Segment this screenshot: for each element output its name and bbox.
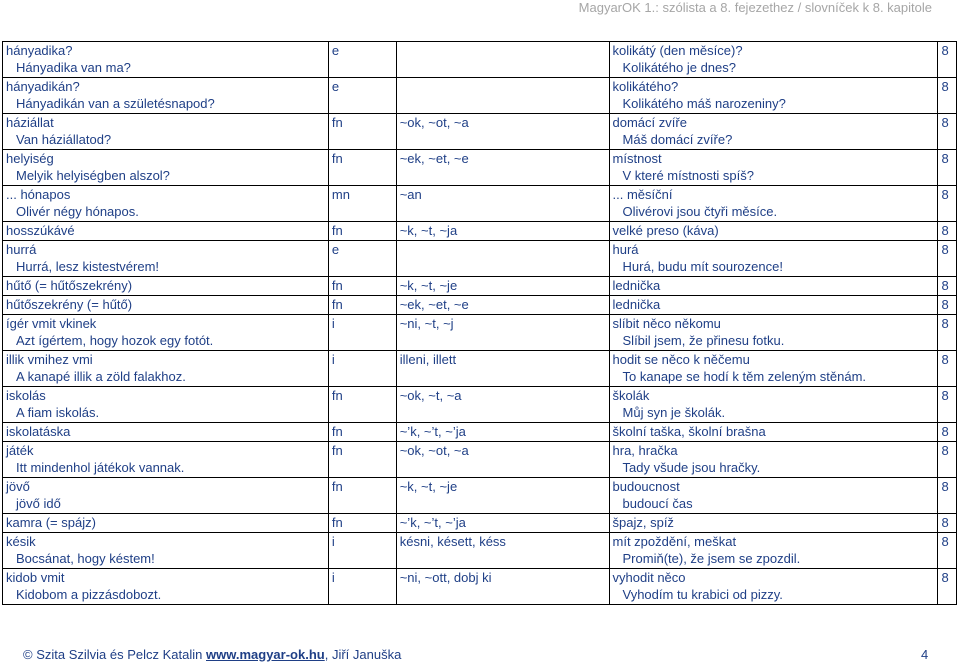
chapter-cell xyxy=(938,351,957,387)
hungarian-example: Bocsánat, hogy késtem! xyxy=(16,550,155,566)
table-row xyxy=(3,351,957,387)
czech-word: hurá xyxy=(612,242,639,257)
hungarian-cell xyxy=(3,241,329,277)
word-class-cell xyxy=(328,387,396,423)
word-class-cell xyxy=(328,478,396,514)
hungarian-word: helyiség xyxy=(6,151,54,166)
suffix-cell xyxy=(396,241,609,277)
chapter-cell xyxy=(938,442,957,478)
czech-word: kolikátý (den měsíce)? xyxy=(612,43,743,58)
czech-word: špajz, spíž xyxy=(612,515,674,530)
hungarian-example: Hurrá, lesz kistestvérem! xyxy=(16,258,160,274)
hungarian-cell xyxy=(3,150,329,186)
chapter-cell xyxy=(938,533,957,569)
word-class-cell xyxy=(328,114,396,150)
document-header: MagyarOK 1.: szólista a 8. fejezethez / slovníček k 8. kapitole xyxy=(578,0,932,15)
hungarian-example: Azt ígértem, hogy hozok egy fotót. xyxy=(16,332,214,348)
suffix-forms: ~’k, ~’t, ~’ja xyxy=(399,515,466,530)
chapter-number: 8 xyxy=(941,151,949,166)
hungarian-cell xyxy=(3,78,329,114)
czech-example: Slíbil jsem, že přinesu fotku. xyxy=(622,332,785,348)
table-row xyxy=(3,114,957,150)
hungarian-cell xyxy=(3,569,329,605)
word-class-cell xyxy=(328,351,396,387)
table-row xyxy=(3,478,957,514)
hungarian-word: kamra (= spájz) xyxy=(6,515,96,530)
suffix-cell xyxy=(396,114,609,150)
chapter-number: 8 xyxy=(941,316,949,331)
chapter-number: 8 xyxy=(941,534,949,549)
table-row xyxy=(3,387,957,423)
word-class-cell xyxy=(328,241,396,277)
czech-cell xyxy=(609,387,938,423)
word-class-cell xyxy=(328,277,396,296)
word-class: fn xyxy=(331,515,343,530)
word-class-cell xyxy=(328,442,396,478)
czech-example: Olivérovi jsou čtyři měsíce. xyxy=(622,203,778,219)
hungarian-word: késik xyxy=(6,534,36,549)
czech-cell xyxy=(609,351,938,387)
czech-example: Máš domácí zvíře? xyxy=(622,131,733,147)
czech-word: hra, hračka xyxy=(612,443,678,458)
czech-cell xyxy=(609,296,938,315)
czech-word: školní taška, školní brašna xyxy=(612,424,766,439)
hungarian-cell xyxy=(3,277,329,296)
czech-word: lednička xyxy=(612,278,661,293)
czech-cell xyxy=(609,514,938,533)
hungarian-cell xyxy=(3,387,329,423)
czech-example: V které místnosti spíš? xyxy=(622,167,755,183)
czech-word: mít zpoždění, meškat xyxy=(612,534,737,549)
chapter-cell xyxy=(938,478,957,514)
word-class: fn xyxy=(331,151,343,166)
suffix-forms: ~k, ~t, ~je xyxy=(399,479,458,494)
hungarian-cell xyxy=(3,478,329,514)
suffix-forms: ~ok, ~t, ~a xyxy=(399,388,462,403)
chapter-cell xyxy=(938,277,957,296)
suffix-forms: ~ek, ~et, ~e xyxy=(399,297,469,312)
hungarian-cell xyxy=(3,186,329,222)
hungarian-word: jövő xyxy=(6,479,30,494)
suffix-forms: ~k, ~t, ~ja xyxy=(399,223,458,238)
chapter-number: 8 xyxy=(941,79,949,94)
czech-example: Promiň(te), že jsem se zpozdil. xyxy=(622,550,801,566)
word-class: fn xyxy=(331,479,343,494)
chapter-cell xyxy=(938,569,957,605)
table-row xyxy=(3,222,957,241)
hungarian-example: Olivér négy hónapos. xyxy=(16,203,139,219)
czech-example: budoucí čas xyxy=(622,495,693,511)
czech-cell xyxy=(609,241,938,277)
chapter-cell xyxy=(938,315,957,351)
suffix-forms: ~an xyxy=(399,187,422,202)
chapter-number: 8 xyxy=(941,43,949,58)
chapter-number: 8 xyxy=(941,352,949,367)
czech-cell xyxy=(609,442,938,478)
suffix-cell xyxy=(396,569,609,605)
chapter-number: 8 xyxy=(941,479,949,494)
page-number: 4 xyxy=(921,647,929,662)
suffix-forms: ~ek, ~et, ~e xyxy=(399,151,469,166)
chapter-cell xyxy=(938,241,957,277)
word-class: e xyxy=(331,79,340,94)
hungarian-cell xyxy=(3,296,329,315)
suffix-cell xyxy=(396,186,609,222)
hungarian-cell xyxy=(3,222,329,241)
table-row xyxy=(3,296,957,315)
chapter-number: 8 xyxy=(941,242,949,257)
czech-word: lednička xyxy=(612,297,661,312)
suffix-forms: ~ok, ~ot, ~a xyxy=(399,115,469,130)
czech-word: velké preso (káva) xyxy=(612,223,719,238)
suffix-forms: ~ni, ~ott, dobj ki xyxy=(399,570,492,585)
czech-example: Můj syn je školák. xyxy=(622,404,726,420)
word-class: e xyxy=(331,242,340,257)
word-class-cell xyxy=(328,78,396,114)
footer-translator: , Jiří Januška xyxy=(324,647,402,662)
hungarian-cell xyxy=(3,533,329,569)
hungarian-example: Hányadika van ma? xyxy=(16,59,131,75)
hungarian-cell xyxy=(3,423,329,442)
hungarian-example: Hányadikán van a születésnapod? xyxy=(16,95,215,111)
chapter-cell xyxy=(938,78,957,114)
word-class: e xyxy=(331,43,340,58)
czech-word: školák xyxy=(612,388,650,403)
word-class-cell xyxy=(328,569,396,605)
suffix-forms: illeni, illett xyxy=(399,352,457,367)
chapter-cell xyxy=(938,42,957,78)
hungarian-example: Melyik helyiségben alszol? xyxy=(16,167,170,183)
suffix-cell xyxy=(396,478,609,514)
word-class: fn xyxy=(331,278,343,293)
table-row xyxy=(3,78,957,114)
chapter-cell xyxy=(938,150,957,186)
chapter-number: 8 xyxy=(941,278,949,293)
hungarian-word: ígér vmit vkinek xyxy=(6,316,97,331)
hungarian-cell xyxy=(3,42,329,78)
chapter-number: 8 xyxy=(941,424,949,439)
czech-word: vyhodit něco xyxy=(612,570,686,585)
suffix-cell xyxy=(396,78,609,114)
chapter-number: 8 xyxy=(941,115,949,130)
hungarian-word: kidob vmit xyxy=(6,570,65,585)
suffix-cell xyxy=(396,442,609,478)
word-class: fn xyxy=(331,443,343,458)
hungarian-word: hűtőszekrény (= hűtő) xyxy=(6,297,133,312)
suffix-cell xyxy=(396,150,609,186)
chapter-number: 8 xyxy=(941,570,949,585)
czech-example: Hurá, budu mít sourozence! xyxy=(622,258,783,274)
chapter-cell xyxy=(938,296,957,315)
suffix-forms: ~ni, ~t, ~j xyxy=(399,316,454,331)
czech-cell xyxy=(609,114,938,150)
word-class-cell xyxy=(328,315,396,351)
suffix-cell xyxy=(396,42,609,78)
word-class: fn xyxy=(331,223,343,238)
suffix-forms: ~k, ~t, ~je xyxy=(399,278,458,293)
suffix-cell xyxy=(396,222,609,241)
table-row xyxy=(3,514,957,533)
czech-word: místnost xyxy=(612,151,662,166)
table-row xyxy=(3,277,957,296)
suffix-cell xyxy=(396,351,609,387)
chapter-number: 8 xyxy=(941,388,949,403)
hungarian-example: A fiam iskolás. xyxy=(16,404,100,420)
vocabulary-table xyxy=(2,41,957,605)
hungarian-word: illik vmihez vmi xyxy=(6,352,93,367)
chapter-number: 8 xyxy=(941,223,949,238)
hungarian-example: Kidobom a pizzásdobozt. xyxy=(16,586,162,602)
hungarian-cell xyxy=(3,114,329,150)
hungarian-word: iskolatáska xyxy=(6,424,71,439)
czech-cell xyxy=(609,222,938,241)
table-row xyxy=(3,42,957,78)
footer-authors: Szita Szilvia és Pelcz Katalin xyxy=(32,647,206,662)
czech-word: domácí zvíře xyxy=(612,115,687,130)
czech-cell xyxy=(609,478,938,514)
chapter-cell xyxy=(938,222,957,241)
word-class-cell xyxy=(328,186,396,222)
word-class: fn xyxy=(331,297,343,312)
hungarian-word: hűtő (= hűtőszekrény) xyxy=(6,278,133,293)
word-class-cell xyxy=(328,222,396,241)
chapter-number: 8 xyxy=(941,187,949,202)
word-class: i xyxy=(331,534,335,549)
word-class-cell xyxy=(328,42,396,78)
czech-cell xyxy=(609,42,938,78)
suffix-forms: késni, késett, késs xyxy=(399,534,506,549)
table-row xyxy=(3,442,957,478)
czech-word: ... měsíční xyxy=(612,187,673,202)
hungarian-cell xyxy=(3,442,329,478)
czech-word: budoucnost xyxy=(612,479,680,494)
chapter-number: 8 xyxy=(941,515,949,530)
hungarian-word: háziállat xyxy=(6,115,54,130)
hungarian-word: ... hónapos xyxy=(6,187,71,202)
table-row xyxy=(3,150,957,186)
word-class-cell xyxy=(328,514,396,533)
word-class-cell xyxy=(328,423,396,442)
czech-example: Kolikátého máš narozeniny? xyxy=(622,95,786,111)
copyright-icon: © xyxy=(23,647,33,662)
word-class: i xyxy=(331,316,335,331)
chapter-cell xyxy=(938,423,957,442)
czech-cell xyxy=(609,150,938,186)
word-class: fn xyxy=(331,388,343,403)
suffix-cell xyxy=(396,514,609,533)
hungarian-example: Itt mindenhol játékok vannak. xyxy=(16,459,185,475)
hungarian-cell xyxy=(3,351,329,387)
hungarian-word: hurrá xyxy=(6,242,37,257)
czech-word: hodit se něco k něčemu xyxy=(612,352,750,367)
word-class: mn xyxy=(331,187,350,202)
chapter-cell xyxy=(938,114,957,150)
word-class: i xyxy=(331,570,335,585)
hungarian-cell xyxy=(3,514,329,533)
word-class: fn xyxy=(331,424,343,439)
czech-cell xyxy=(609,186,938,222)
suffix-cell xyxy=(396,387,609,423)
table-row xyxy=(3,423,957,442)
czech-cell xyxy=(609,315,938,351)
word-class-cell xyxy=(328,150,396,186)
word-class-cell xyxy=(328,296,396,315)
czech-example: Tady všude jsou hračky. xyxy=(622,459,761,475)
hungarian-cell xyxy=(3,315,329,351)
hungarian-word: hosszúkávé xyxy=(6,223,75,238)
chapter-cell xyxy=(938,387,957,423)
chapter-number: 8 xyxy=(941,297,949,312)
czech-word: slíbit něco někomu xyxy=(612,316,721,331)
czech-cell xyxy=(609,569,938,605)
hungarian-word: hányadika? xyxy=(6,43,73,58)
word-class-cell xyxy=(328,533,396,569)
suffix-forms: ~ok, ~ot, ~a xyxy=(399,443,469,458)
hungarian-example: Van háziállatod? xyxy=(16,131,112,147)
czech-example: To kanape se hodí k těm zeleným stěnám. xyxy=(622,368,867,384)
website-link[interactable]: www.magyar-ok.hu xyxy=(206,647,325,662)
suffix-cell xyxy=(396,533,609,569)
hungarian-example: A kanapé illik a zöld falakhoz. xyxy=(16,368,186,384)
suffix-cell xyxy=(396,296,609,315)
czech-cell xyxy=(609,423,938,442)
chapter-cell xyxy=(938,514,957,533)
table-row xyxy=(3,533,957,569)
czech-cell xyxy=(609,78,938,114)
chapter-cell xyxy=(938,186,957,222)
hungarian-word: iskolás xyxy=(6,388,46,403)
hungarian-word: játék xyxy=(6,443,34,458)
czech-example: Vyhodím tu krabici od pizzy. xyxy=(622,586,783,602)
suffix-cell xyxy=(396,423,609,442)
czech-example: Kolikátého je dnes? xyxy=(622,59,736,75)
table-row xyxy=(3,315,957,351)
hungarian-word: hányadikán? xyxy=(6,79,80,94)
suffix-forms: ~’k, ~’t, ~’ja xyxy=(399,424,466,439)
czech-cell xyxy=(609,277,938,296)
table-row xyxy=(3,186,957,222)
suffix-cell xyxy=(396,315,609,351)
hungarian-example: jövő idő xyxy=(16,495,61,511)
footer-credits xyxy=(23,647,401,662)
table-row xyxy=(3,241,957,277)
table-row xyxy=(3,569,957,605)
chapter-number: 8 xyxy=(941,443,949,458)
czech-cell xyxy=(609,533,938,569)
suffix-cell xyxy=(396,277,609,296)
czech-word: kolikátého? xyxy=(612,79,679,94)
word-class: fn xyxy=(331,115,343,130)
word-class: i xyxy=(331,352,335,367)
